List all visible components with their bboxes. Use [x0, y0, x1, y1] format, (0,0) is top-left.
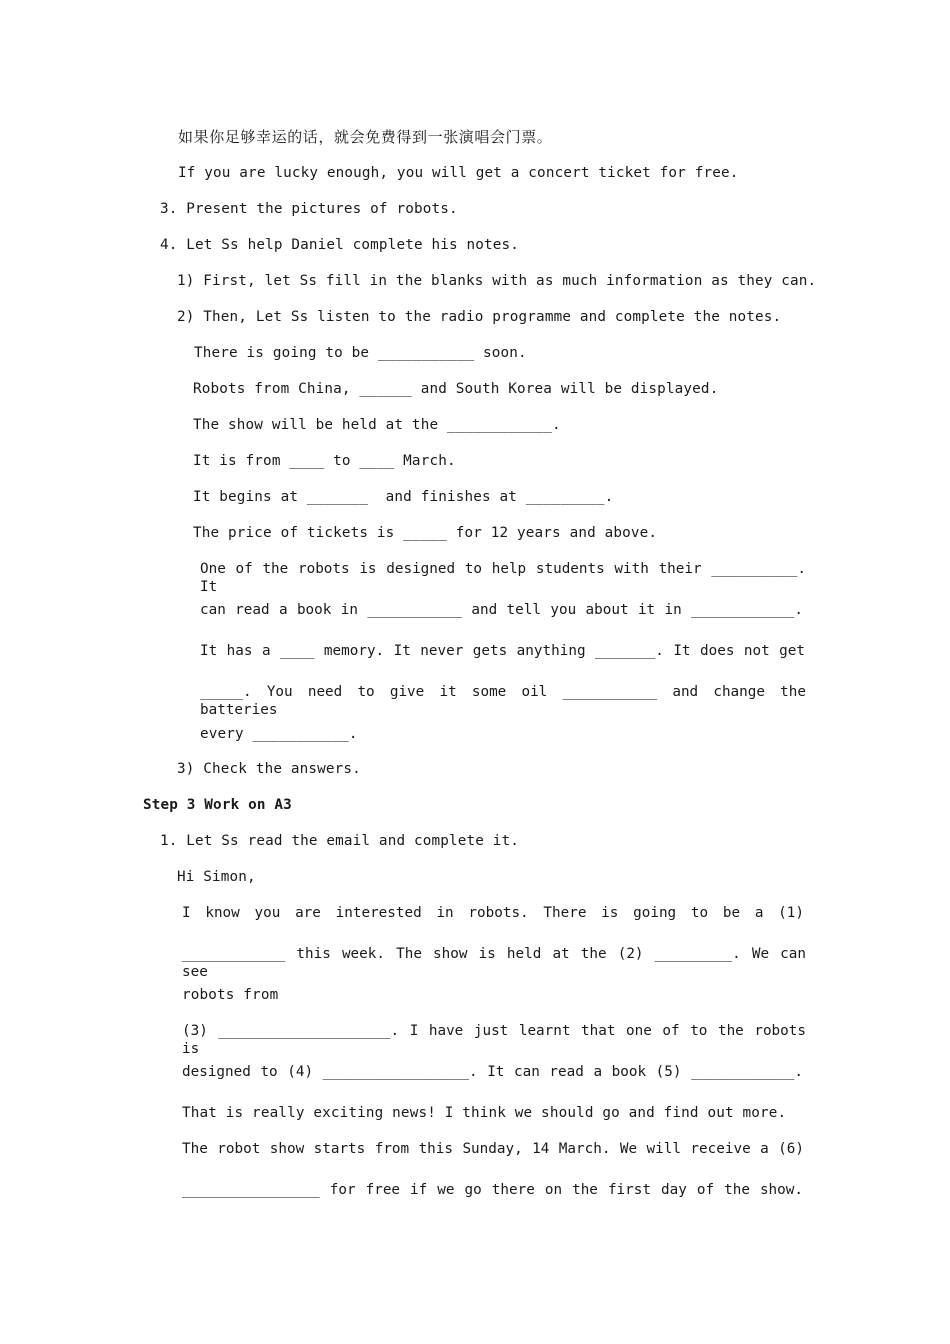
step2-item-3: 3. Present the pictures of robots. — [160, 201, 458, 217]
substep-3: 3) Check the answers. — [177, 761, 361, 777]
robot-paragraph-line-3: It has a ____ memory. It never gets anything _______. It does not get — [200, 643, 805, 659]
substep-2: 2) Then, Let Ss listen to the radio programme and complete the notes. — [177, 309, 782, 325]
email-line-1: I know you are interested in robots. There is going to be a (1) — [182, 905, 804, 921]
email-line-4: (3) ____________________. I have just learnt that one of to the robots is — [182, 1023, 806, 1057]
email-greeting: Hi Simon, — [177, 869, 256, 885]
email-line-3: robots from — [182, 987, 279, 1003]
step3-heading: Step 3 Work on A3 — [143, 797, 292, 813]
email-line-7: The robot show starts from this Sunday, 14 March. We will receive a (6) — [182, 1141, 804, 1157]
note-line-6: The price of tickets is _____ for 12 years and above. — [193, 525, 658, 541]
step2-item-4: 4. Let Ss help Daniel complete his notes. — [160, 237, 520, 253]
intro-chinese: 如果你足够幸运的话，就会免费得到一张演唱会门票。 — [178, 128, 553, 146]
robot-paragraph-line-2: can read a book in ___________ and tell you about it in ____________. — [200, 602, 803, 618]
email-line-8: ________________ for free if we go there on the first day of the show. — [182, 1182, 803, 1198]
robot-paragraph-line-5: every ___________. — [200, 726, 358, 742]
note-line-4: It is from ____ to ____ March. — [193, 453, 456, 469]
intro-english: If you are lucky enough, you will get a concert ticket for free. — [178, 165, 739, 181]
note-line-5: It begins at _______ and finishes at _________. — [193, 489, 614, 505]
email-line-6: That is really exciting news! I think we should go and find out more. — [182, 1105, 787, 1121]
robot-paragraph-line-4: _____. You need to give it some oil ___________ and change the batteries — [200, 684, 806, 718]
email-line-2: ____________ this week. The show is held at the (2) _________. We can see — [182, 946, 806, 980]
email-line-5: designed to (4) _________________. It can read a book (5) ____________. — [182, 1064, 803, 1080]
robot-paragraph-line-1: One of the robots is designed to help students with their __________. It — [200, 561, 806, 595]
step3-item-1: 1. Let Ss read the email and complete it. — [160, 833, 520, 849]
substep-1: 1) First, let Ss fill in the blanks with as much information as they can. — [177, 273, 817, 289]
note-line-3: The show will be held at the ____________. — [193, 417, 561, 433]
note-line-2: Robots from China, ______ and South Korea will be displayed. — [193, 381, 719, 397]
note-line-1: There is going to be ___________ soon. — [194, 345, 527, 361]
